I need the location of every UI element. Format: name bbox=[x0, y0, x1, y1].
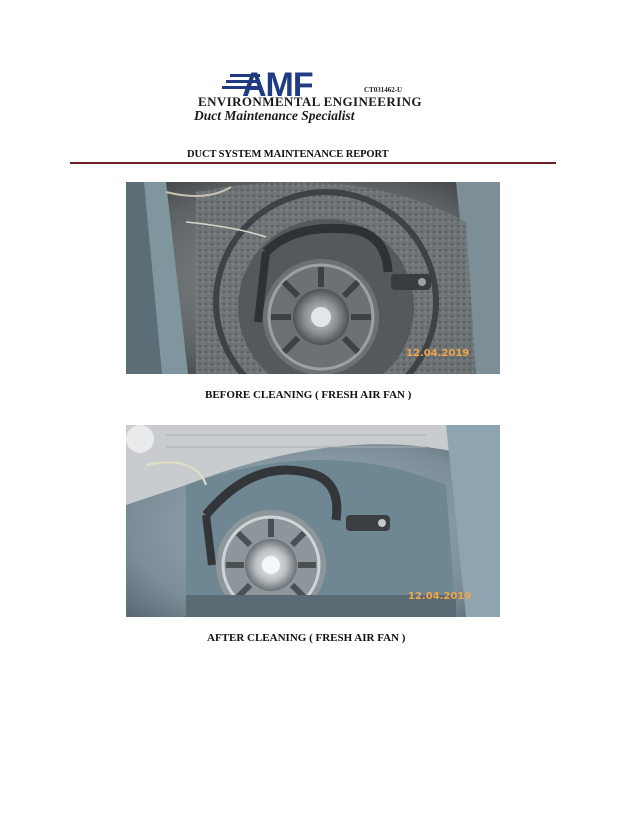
report-title: DUCT SYSTEM MAINTENANCE REPORT bbox=[187, 149, 389, 160]
after-date-stamp: 12.04.2019 bbox=[408, 591, 472, 602]
logo-company: ENVIRONMENTAL ENGINEERING bbox=[198, 94, 422, 109]
header-divider bbox=[70, 162, 556, 164]
logo-registration: CT031462-U bbox=[364, 86, 403, 94]
after-cleaning-photo bbox=[126, 425, 500, 617]
logo-tagline: Duct Maintenance Specialist bbox=[194, 108, 355, 123]
before-date-stamp: 12.04.2019 bbox=[406, 348, 470, 359]
after-cleaning-caption: AFTER CLEANING ( FRESH AIR FAN ) bbox=[207, 632, 406, 644]
company-logo bbox=[190, 64, 440, 124]
before-cleaning-caption: BEFORE CLEANING ( FRESH AIR FAN ) bbox=[205, 389, 412, 401]
logo-brand: AMF bbox=[242, 66, 313, 104]
before-cleaning-photo bbox=[126, 182, 500, 374]
